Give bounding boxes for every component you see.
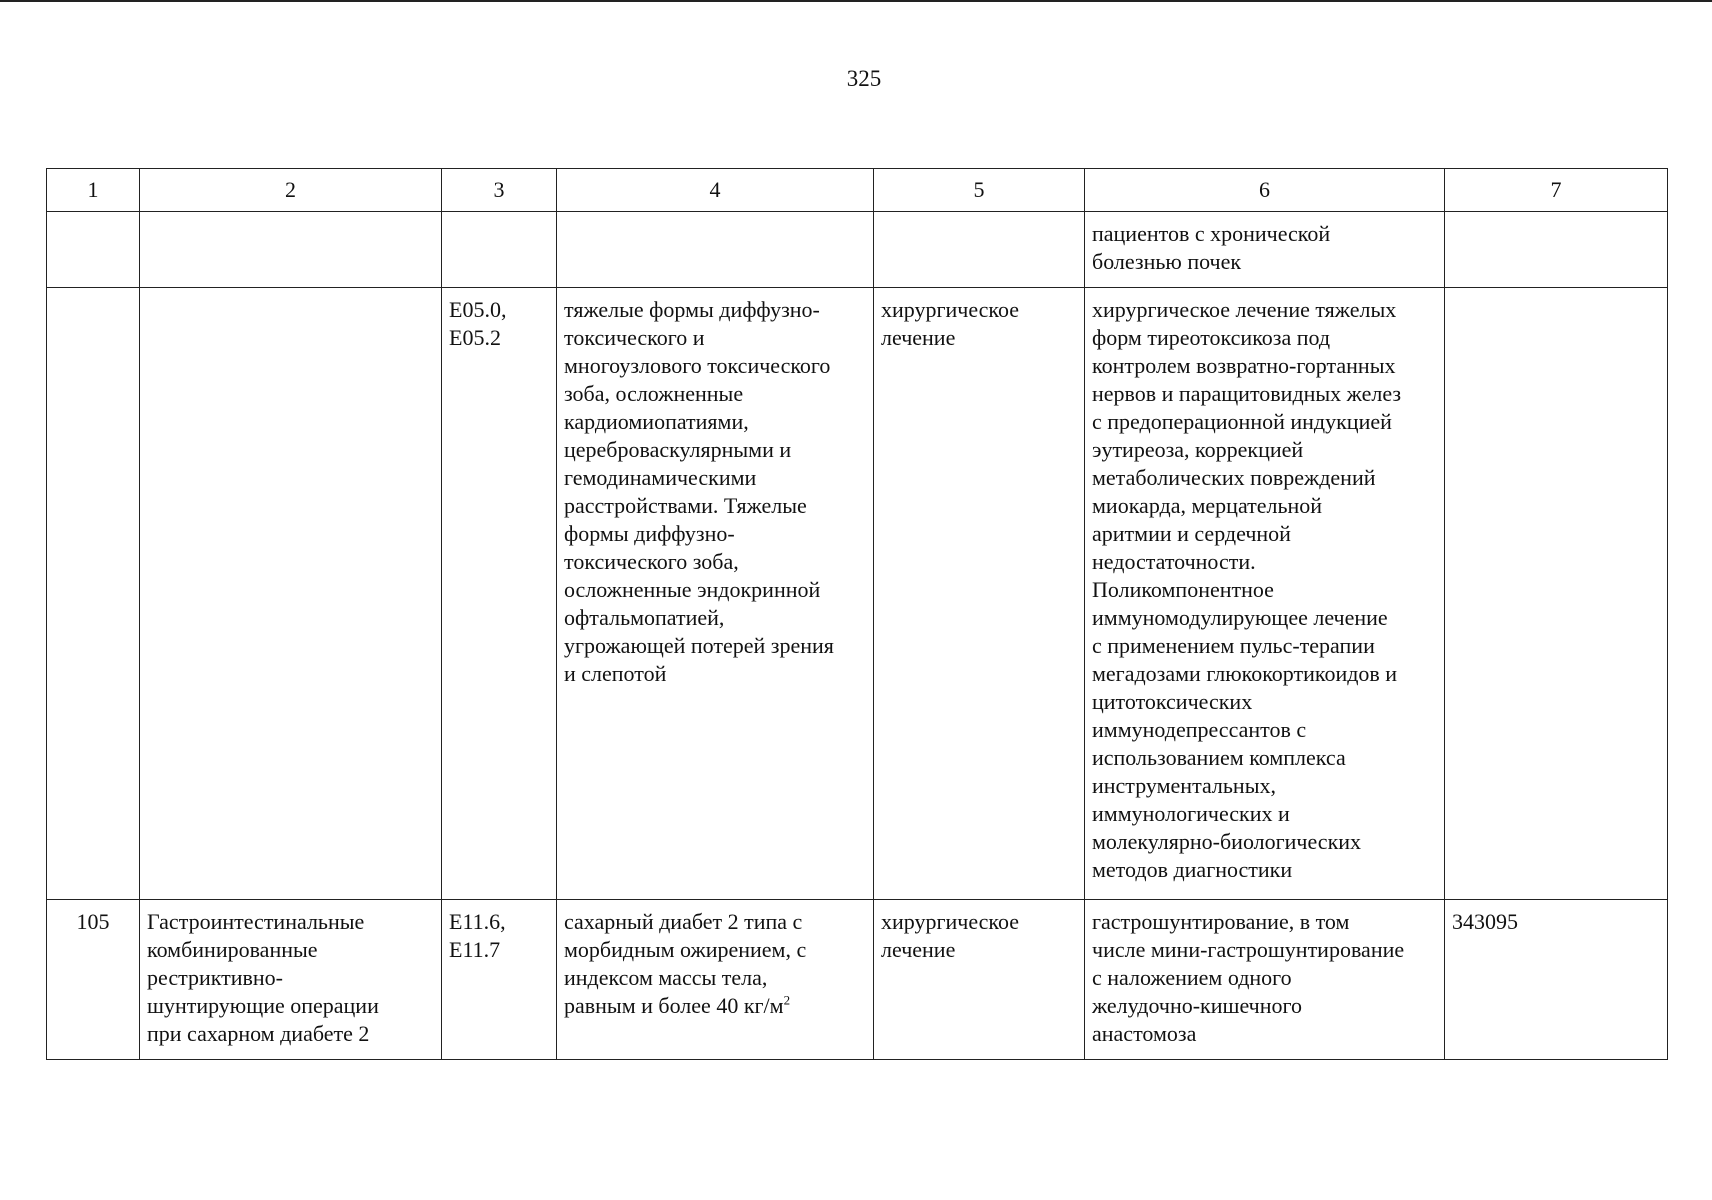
unit-superscript: 2	[783, 992, 791, 1008]
cell-text-line: метаболических повреждений	[1092, 465, 1376, 490]
column-header: 5	[874, 169, 1085, 212]
cell-text-line: гастрошунтирование, в том	[1092, 909, 1350, 934]
cell-text-line: E05.0,	[449, 297, 507, 322]
cell-text-line: болезнью почек	[1092, 249, 1242, 274]
cell-text-line: с применением пульс-терапии	[1092, 633, 1375, 658]
cell-text-line: угрожающей потерей зрения	[564, 633, 834, 658]
cell-text-line: токсического зоба,	[564, 549, 739, 574]
cell-text-line: осложненные эндокринной	[564, 577, 821, 602]
cell-text-line: морбидным ожирением, с	[564, 937, 807, 962]
cell-text-line: хирургическое	[881, 909, 1020, 934]
cell-text-line: желудочно-кишечного	[1092, 993, 1302, 1018]
page-number: 325	[846, 66, 882, 91]
cell-text-line: при сахарном диабете 2	[147, 1021, 370, 1046]
cell-text-line: миокарда, мерцательной	[1092, 493, 1323, 518]
cell-treatment-type	[874, 288, 1085, 900]
cell-method	[1085, 900, 1445, 1060]
cell-cost	[1445, 288, 1668, 900]
cell-text-line: форм тиреотоксикоза под	[1092, 325, 1331, 350]
cell-text-line: E11.6,	[449, 909, 506, 934]
cell-model	[557, 900, 874, 1060]
cell-text-line: Гастроинтестинальные	[147, 909, 365, 934]
cell-text-line: многоузлового токсического	[564, 353, 831, 378]
table-row	[47, 288, 1668, 900]
cell-text-line: зоба, осложненные	[564, 381, 744, 406]
column-header: 3	[442, 169, 557, 212]
cell-name	[140, 212, 442, 288]
cell-text-line: лечение	[881, 937, 956, 962]
cell-text-line: хирургическое	[881, 297, 1020, 322]
column-header: 2	[140, 169, 442, 212]
column-header: 1	[47, 169, 140, 212]
cell-text-line: с наложением одного	[1092, 965, 1292, 990]
cell-text-line: иммуномодулирующее лечение	[1092, 605, 1388, 630]
cell-text-line: формы диффузно-	[564, 521, 735, 546]
cell-code	[442, 900, 557, 1060]
cell-text-line: хирургическое лечение тяжелых	[1092, 297, 1397, 322]
cell-code	[442, 212, 557, 288]
cell-text-line: недостаточности.	[1092, 549, 1256, 574]
cell-text-line: 343095	[1452, 909, 1518, 934]
cell-text-line: рестриктивно-	[147, 965, 284, 990]
cell-text-line: нервов и паращитовидных желез	[1092, 381, 1402, 406]
cell-text-line: тяжелые формы диффузно-	[564, 297, 820, 322]
cell-text-line: методов диагностики	[1092, 857, 1293, 882]
cell-number	[47, 212, 140, 288]
cell-method	[1085, 288, 1445, 900]
cell-text-line: числе мини-гастрошунтирование	[1092, 937, 1405, 962]
cell-text-line: E05.2	[449, 325, 501, 350]
cell-text-line: индексом массы тела,	[564, 965, 768, 990]
cell-text-line: цитотоксических	[1092, 689, 1253, 714]
table-row	[47, 900, 1668, 1060]
cell-cost	[1445, 900, 1668, 1060]
cell-text-line: кардиомиопатиями,	[564, 409, 749, 434]
cell-text-line: с предоперационной индукцией	[1092, 409, 1392, 434]
cell-text-line: молекулярно-биологических	[1092, 829, 1362, 854]
cell-text-line: токсического и	[564, 325, 705, 350]
cell-text-line: контролем возвратно-гортанных	[1092, 353, 1396, 378]
cell-text-line: цереброваскулярными и	[564, 437, 792, 462]
cell-text-line: эутиреоза, коррекцией	[1092, 437, 1304, 462]
cell-text-line: лечение	[881, 325, 956, 350]
cell-text-line: иммунодепрессантов с	[1092, 717, 1307, 742]
cell-text-line: анастомоза	[1092, 1021, 1197, 1046]
cell-name	[140, 288, 442, 900]
cell-text-line: офтальмопатией,	[564, 605, 725, 630]
cell-text-line: расстройствами. Тяжелые	[564, 493, 807, 518]
cell-text-line: аритмии и сердечной	[1092, 521, 1291, 546]
cell-model	[557, 212, 874, 288]
cell-text-line-with-unit	[564, 992, 866, 1020]
column-header: 4	[557, 169, 874, 212]
cell-text-line: 105	[76, 909, 110, 934]
column-header: 6	[1085, 169, 1445, 212]
cell-text-line: сахарный диабет 2 типа с	[564, 909, 803, 934]
cell-name	[140, 900, 442, 1060]
cell-cost	[1445, 212, 1668, 288]
medical-care-table	[46, 168, 1668, 1060]
cell-text-line: иммунологических и	[1092, 801, 1290, 826]
cell-text-line: E11.7	[449, 937, 501, 962]
cell-text-line: использованием комплекса	[1092, 745, 1346, 770]
cell-text-line: гемодинамическими	[564, 465, 757, 490]
cell-treatment-type	[874, 900, 1085, 1060]
cell-text-line: инструментальных,	[1092, 773, 1276, 798]
cell-text-line: комбинированные	[147, 937, 318, 962]
cell-text-line: пациентов с хронической	[1092, 221, 1331, 246]
cell-text-line: Поликомпонентное	[1092, 577, 1274, 602]
cell-text-line: шунтирующие операции	[147, 993, 379, 1018]
cell-text-line: и слепотой	[564, 661, 667, 686]
cell-code	[442, 288, 557, 900]
cell-number	[47, 288, 140, 900]
table-row	[47, 212, 1668, 288]
table-header-row	[47, 169, 1668, 212]
cell-method	[1085, 212, 1445, 288]
cell-text: равным и более 40 кг/м	[564, 993, 784, 1018]
cell-treatment-type	[874, 212, 1085, 288]
cell-text-line: мегадозами глюкокортикоидов и	[1092, 661, 1398, 686]
page-top-edge	[0, 0, 1712, 2]
cell-number	[47, 900, 140, 1060]
cell-model	[557, 288, 874, 900]
column-header: 7	[1445, 169, 1668, 212]
